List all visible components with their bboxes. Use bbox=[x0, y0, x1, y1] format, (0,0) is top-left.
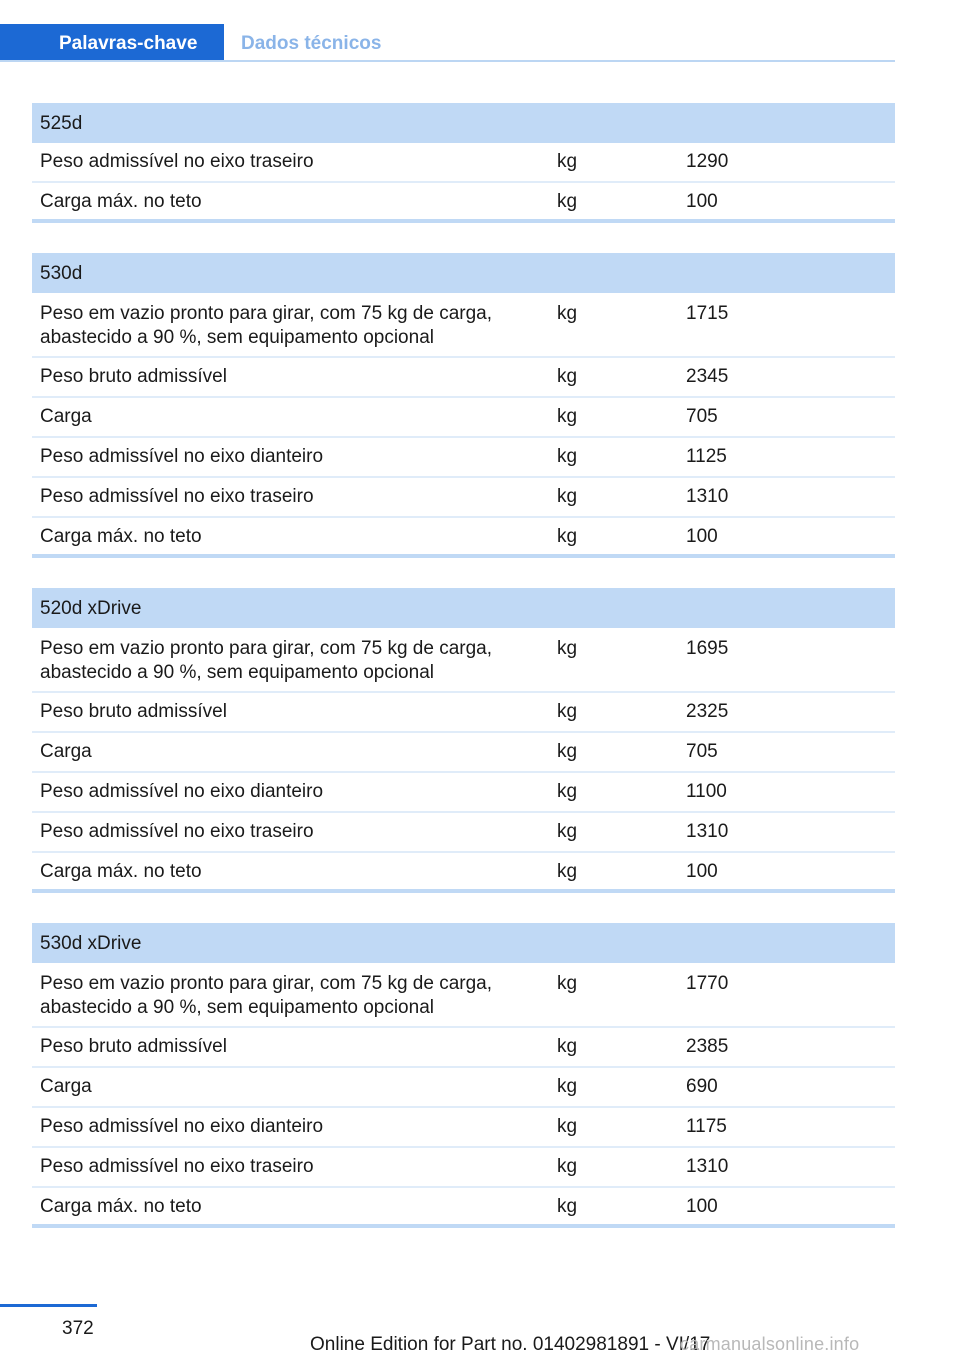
spec-section bbox=[32, 253, 895, 558]
table-row bbox=[32, 1148, 895, 1188]
row-unit: kg bbox=[557, 821, 578, 842]
header-tabs bbox=[0, 24, 895, 62]
table-row bbox=[32, 1108, 895, 1148]
row-label: Peso admissível no eixo dianteiro bbox=[40, 1116, 324, 1137]
row-unit: kg bbox=[557, 1156, 578, 1177]
table-row bbox=[32, 1028, 895, 1068]
row-unit: kg bbox=[557, 366, 578, 387]
section-title: 525d bbox=[32, 103, 895, 143]
row-unit: kg bbox=[557, 1116, 578, 1137]
row-label: Carga bbox=[40, 406, 92, 427]
row-label: Peso em vazio pronto para girar, com 75 kg de carga, abastecido a 90 %, sem equipamento opcional bbox=[40, 973, 493, 1018]
row-unit: kg bbox=[557, 973, 578, 994]
row-value: 1770 bbox=[686, 973, 729, 994]
row-value: 690 bbox=[686, 1076, 718, 1097]
row-label: Carga bbox=[40, 741, 92, 762]
row-label: Carga máx. no teto bbox=[40, 1196, 202, 1217]
row-value: 1290 bbox=[686, 151, 729, 172]
table-row bbox=[32, 438, 895, 478]
row-unit: kg bbox=[557, 701, 578, 722]
page-number: 372 bbox=[62, 1318, 94, 1339]
row-value: 1310 bbox=[686, 486, 729, 507]
watermark: carmanualsonline.info bbox=[680, 1334, 860, 1354]
tab-palavras-chave[interactable] bbox=[0, 24, 224, 62]
table-row bbox=[32, 853, 895, 893]
table-row bbox=[32, 813, 895, 853]
table-row bbox=[32, 1188, 895, 1228]
table-row bbox=[32, 478, 895, 518]
row-label: Carga máx. no teto bbox=[40, 526, 202, 547]
table-row bbox=[32, 693, 895, 733]
header-divider bbox=[0, 60, 895, 62]
row-label: Peso em vazio pronto para girar, com 75 kg de carga, abastecido a 90 %, sem equipamento opcional bbox=[40, 303, 493, 348]
table-row bbox=[32, 773, 895, 813]
row-value: 705 bbox=[686, 406, 718, 427]
row-label: Peso bruto admissível bbox=[40, 701, 227, 722]
table-row bbox=[32, 518, 895, 558]
row-value: 705 bbox=[686, 741, 718, 762]
table-row bbox=[32, 398, 895, 438]
row-label: Peso admissível no eixo traseiro bbox=[40, 1156, 314, 1177]
table-row bbox=[32, 358, 895, 398]
row-unit: kg bbox=[557, 446, 578, 467]
row-label: Peso bruto admissível bbox=[40, 1036, 227, 1057]
edition-text: Online Edition for Part no. 01402981891 - VI/17 bbox=[310, 1334, 711, 1355]
row-value: 1310 bbox=[686, 1156, 729, 1177]
row-unit: kg bbox=[557, 526, 578, 547]
row-label: Carga máx. no teto bbox=[40, 191, 202, 212]
row-label: Peso em vazio pronto para girar, com 75 kg de carga, abastecido a 90 %, sem equipamento opcional bbox=[40, 638, 493, 683]
row-label: Peso admissível no eixo dianteiro bbox=[40, 446, 324, 467]
row-unit: kg bbox=[557, 638, 578, 659]
table-row bbox=[32, 963, 895, 1028]
spec-section bbox=[32, 923, 895, 1228]
section-title: 530d bbox=[32, 253, 895, 293]
row-value: 1100 bbox=[686, 781, 727, 802]
row-unit: kg bbox=[557, 1036, 578, 1057]
row-value: 1125 bbox=[686, 446, 727, 467]
row-value: 100 bbox=[686, 191, 718, 212]
row-unit: kg bbox=[557, 781, 578, 802]
row-unit: kg bbox=[557, 1076, 578, 1097]
table-row bbox=[32, 183, 895, 223]
spec-tables bbox=[32, 103, 895, 1258]
row-label: Peso admissível no eixo traseiro bbox=[40, 151, 314, 172]
table-row bbox=[32, 143, 895, 183]
tab-label: Palavras-chave bbox=[59, 33, 198, 54]
row-label: Peso bruto admissível bbox=[40, 366, 227, 387]
row-unit: kg bbox=[557, 741, 578, 762]
footer-accent-line bbox=[0, 1304, 97, 1307]
section-title: 530d xDrive bbox=[32, 923, 895, 963]
table-row bbox=[32, 733, 895, 773]
row-value: 1695 bbox=[686, 638, 729, 659]
table-row bbox=[32, 1068, 895, 1108]
row-value: 1310 bbox=[686, 821, 729, 842]
row-value: 2325 bbox=[686, 701, 729, 722]
row-value: 100 bbox=[686, 861, 718, 882]
row-value: 100 bbox=[686, 1196, 718, 1217]
section-title: 520d xDrive bbox=[32, 588, 895, 628]
row-label: Peso admissível no eixo traseiro bbox=[40, 486, 314, 507]
spec-section bbox=[32, 103, 895, 223]
row-unit: kg bbox=[557, 486, 578, 507]
row-unit: kg bbox=[557, 191, 578, 212]
row-value: 2345 bbox=[686, 366, 729, 387]
row-value: 1715 bbox=[686, 303, 729, 324]
row-unit: kg bbox=[557, 151, 578, 172]
row-label: Carga máx. no teto bbox=[40, 861, 202, 882]
row-unit: kg bbox=[557, 406, 578, 427]
table-row bbox=[32, 293, 895, 358]
tab-label: Dados técnicos bbox=[241, 33, 382, 54]
row-value: 100 bbox=[686, 526, 718, 547]
row-label: Peso admissível no eixo dianteiro bbox=[40, 781, 324, 802]
row-value: 1175 bbox=[686, 1116, 727, 1137]
row-unit: kg bbox=[557, 303, 578, 324]
row-value: 2385 bbox=[686, 1036, 729, 1057]
spec-section bbox=[32, 588, 895, 893]
tab-dados-tecnicos[interactable] bbox=[241, 33, 381, 55]
table-row bbox=[32, 628, 895, 693]
row-unit: kg bbox=[557, 861, 578, 882]
row-unit: kg bbox=[557, 1196, 578, 1217]
row-label: Carga bbox=[40, 1076, 92, 1097]
row-label: Peso admissível no eixo traseiro bbox=[40, 821, 314, 842]
